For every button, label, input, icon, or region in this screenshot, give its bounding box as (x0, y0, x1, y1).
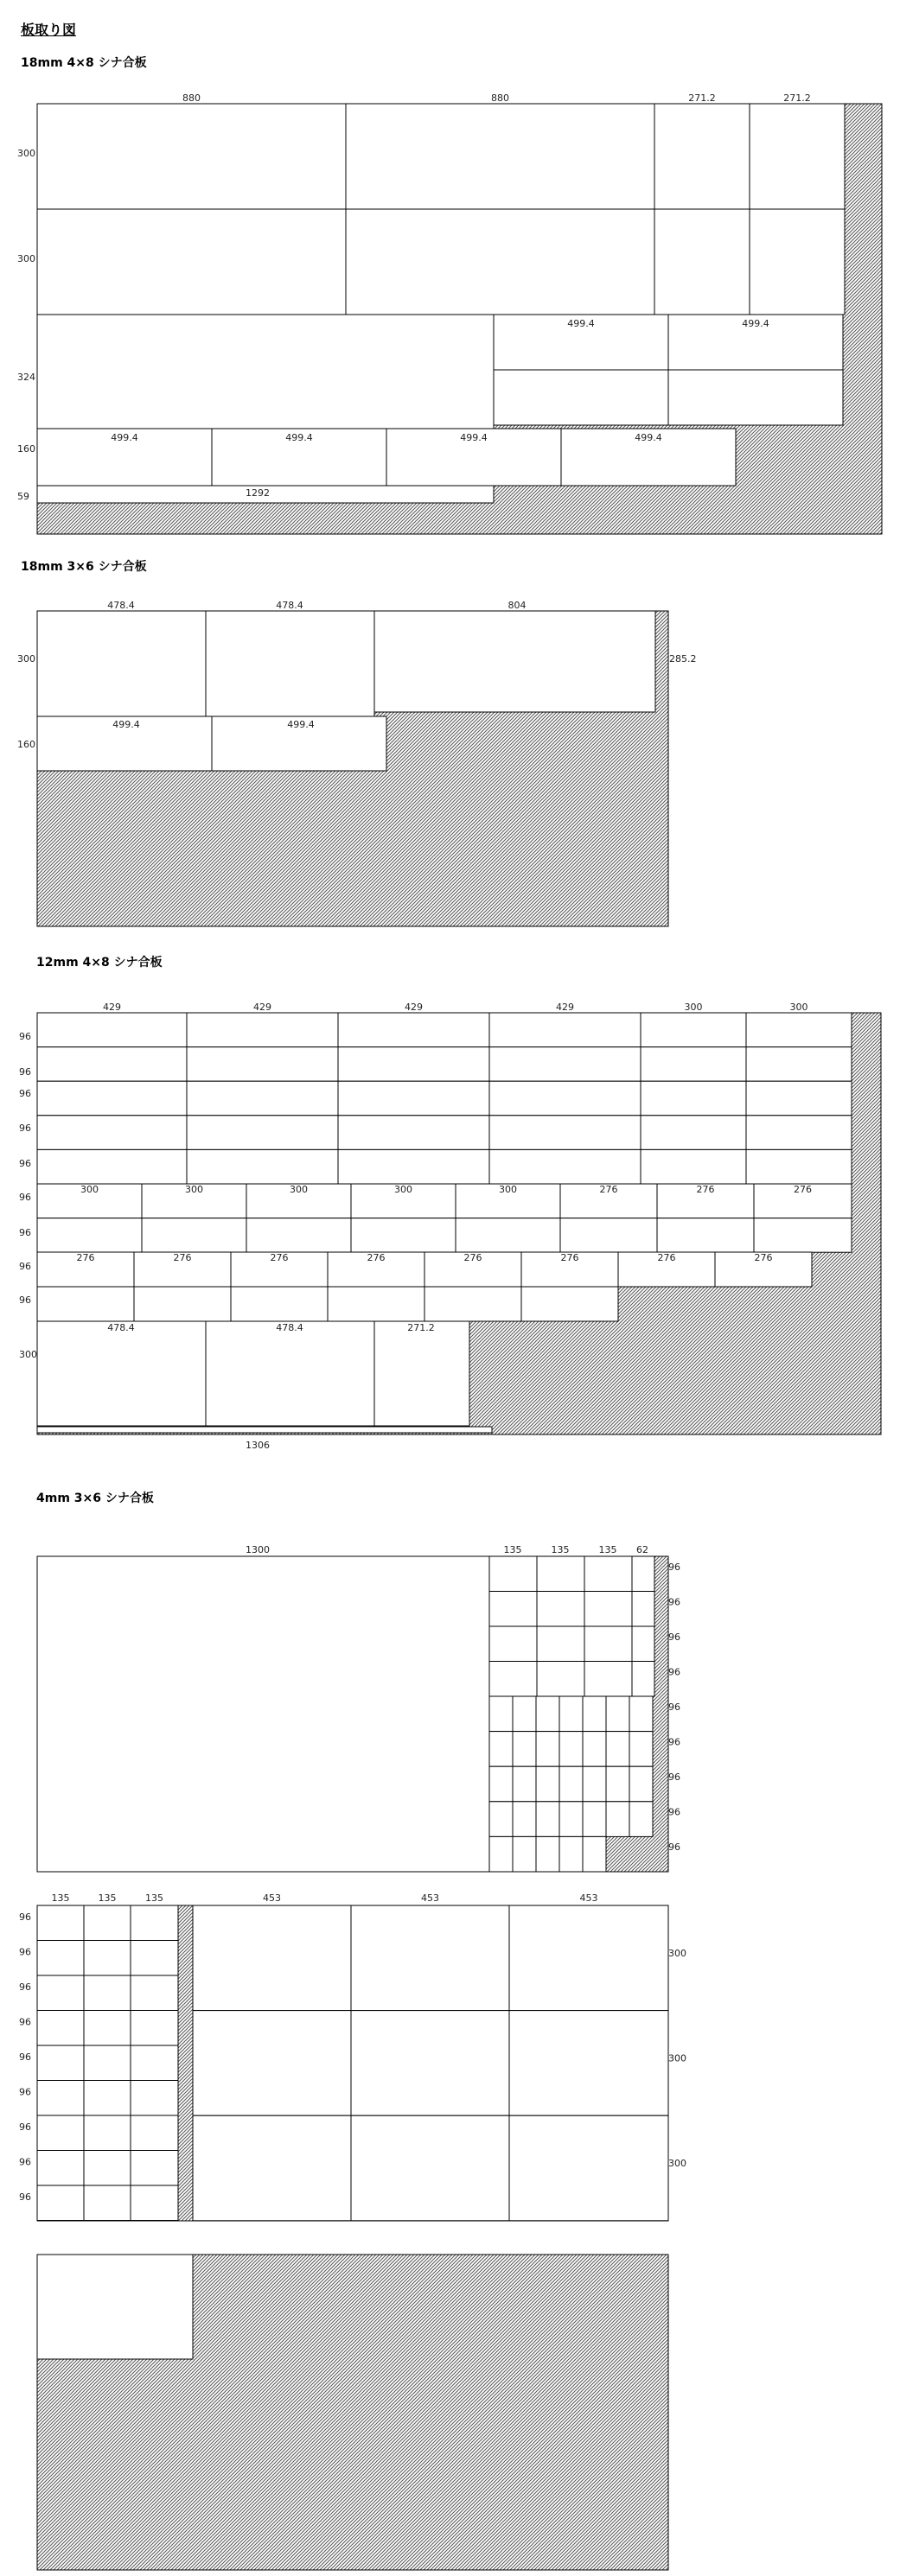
board-4a-piece (583, 1766, 606, 1802)
board-3-piece (489, 1116, 641, 1150)
board-4a-piece (536, 1766, 559, 1802)
board-2-piece-label: 499.4 (112, 719, 140, 730)
board-1-piece (37, 209, 346, 315)
board-3-piece (641, 1013, 746, 1047)
board-3-top-label: 429 (556, 1002, 574, 1013)
board-2-left-label: 300 (17, 653, 35, 665)
board-3-piece (37, 1321, 206, 1426)
board-1-piece (37, 104, 346, 209)
board-3-piece (746, 1047, 852, 1082)
board-4b-top-label: 453 (421, 1892, 439, 1904)
board-4a-piece (489, 1766, 513, 1802)
board-3-piece-label: 276 (754, 1252, 773, 1263)
board-4a-piece (583, 1696, 606, 1732)
board-4a-piece (537, 1556, 584, 1592)
board-3-left-label: 96 (19, 1088, 31, 1099)
board-4a-piece (606, 1696, 629, 1732)
board-1-piece-label: 499.4 (635, 432, 662, 443)
board-4b-piece (351, 2115, 509, 2221)
board-1-piece-label: 499.4 (567, 318, 595, 329)
board-4b-piece (351, 2011, 509, 2116)
board-3-left-label: 96 (19, 1294, 31, 1306)
board-4b-piece (193, 1905, 351, 2011)
board-4a-piece (559, 1802, 583, 1837)
board-4b-top-label: 135 (98, 1892, 117, 1904)
board-3-piece (489, 1013, 641, 1047)
board-3-piece-label: 300 (394, 1184, 412, 1195)
board-4b-piece (84, 2115, 131, 2151)
board-3-piece (231, 1287, 328, 1321)
board-1-piece-label: 1292 (246, 487, 270, 499)
board-3-piece-label: 478.4 (276, 1322, 303, 1333)
board-4a-piece (37, 1556, 489, 1872)
board-4b-left-label: 96 (19, 1911, 31, 1923)
board-4a-piece (489, 1626, 537, 1662)
board-3-piece (134, 1287, 231, 1321)
board-4b-left-label: 96 (19, 2051, 31, 2063)
board-4a-piece (489, 1836, 513, 1872)
board-3-piece (338, 1081, 489, 1116)
board-1-left-label: 300 (17, 148, 35, 159)
board-3-piece (489, 1149, 641, 1184)
board-4a-top-label: 135 (598, 1544, 617, 1555)
board-3-left-label: 96 (19, 1031, 31, 1042)
board-1-piece-label: 499.4 (742, 318, 769, 329)
board-title-1: 18mm 4×8 シナ合板 (21, 56, 147, 70)
board-4a-piece (584, 1592, 632, 1627)
board-3-piece (424, 1287, 521, 1321)
board-4b-piece (37, 2151, 84, 2186)
board-4b-piece (509, 2011, 668, 2116)
board-3-piece (338, 1013, 489, 1047)
board-4a-piece (606, 1766, 629, 1802)
board-1-piece (37, 315, 494, 429)
board-3-piece (328, 1287, 424, 1321)
board-3-piece-label: 276 (367, 1252, 386, 1263)
board-4a-right-label: 96 (668, 1596, 680, 1608)
board-4b-piece (131, 1905, 178, 1941)
board-3-piece (560, 1218, 657, 1253)
board-title-2: 18mm 3×6 シナ合板 (21, 560, 147, 574)
board-3-left-label: 96 (19, 1066, 31, 1078)
board-4b-piece (84, 2185, 131, 2221)
board-3-piece-label: 276 (599, 1184, 618, 1195)
board-4b-piece (509, 1905, 668, 2011)
board-3-piece (187, 1013, 338, 1047)
board-1-top-label: 880 (491, 92, 509, 104)
board-3-piece (351, 1218, 456, 1253)
board-4a-piece (632, 1592, 654, 1627)
board-3-piece (746, 1081, 852, 1116)
board-4b-left-label: 96 (19, 2016, 31, 2028)
board-4a-piece (536, 1696, 559, 1732)
board-4a-piece (583, 1802, 606, 1837)
board-4b-piece (37, 2011, 84, 2046)
board-4b-piece (37, 2115, 84, 2151)
board-3-piece-label: 276 (76, 1252, 95, 1263)
board-4a-piece (583, 1732, 606, 1767)
board-4b-right-label: 300 (668, 2158, 686, 2170)
board-3-top-label: 429 (405, 1002, 423, 1013)
board-4a-piece (584, 1662, 632, 1697)
board-4a-piece (536, 1732, 559, 1767)
board-3-piece (37, 1218, 142, 1253)
board-1-top-label: 271.2 (783, 92, 811, 104)
board-3-piece-label: 300 (499, 1184, 517, 1195)
board-3-piece (187, 1047, 338, 1082)
board-4b-piece (37, 2081, 84, 2116)
board-3-piece-label: 300 (290, 1184, 308, 1195)
board-1-piece (750, 209, 845, 315)
board-4b-left-label: 96 (19, 2156, 31, 2168)
board-2-piece (37, 611, 206, 716)
board-3-piece (338, 1047, 489, 1082)
board-3-piece (489, 1047, 641, 1082)
page-title: 板取り図 (21, 22, 77, 38)
board-1-piece (346, 209, 654, 315)
board-3-piece (206, 1321, 374, 1426)
board-4a-piece (629, 1766, 653, 1802)
board-3-piece (37, 1287, 134, 1321)
board-3-piece-label: 478.4 (107, 1322, 135, 1333)
board-1-piece-label: 499.4 (460, 432, 488, 443)
board-1-piece-label: 499.4 (111, 432, 138, 443)
board-3-piece-label: 276 (794, 1184, 812, 1195)
board-1-top-label: 880 (182, 92, 201, 104)
board-4b-right-label: 300 (668, 1948, 686, 1959)
board-4b-piece (37, 1941, 84, 1976)
board-4a-piece (489, 1592, 537, 1627)
board-4a-piece (536, 1836, 559, 1872)
board-3-piece (142, 1218, 246, 1253)
board-4a-piece (559, 1696, 583, 1732)
board-3-piece (338, 1149, 489, 1184)
board-4b-piece (84, 1941, 131, 1976)
board-4a-piece (583, 1836, 606, 1872)
board-3-piece (746, 1149, 852, 1184)
board-4b-piece (131, 2185, 178, 2221)
board-3-piece (374, 1321, 469, 1426)
board-4a-top-label: 135 (503, 1544, 522, 1555)
board-4a-piece (559, 1732, 583, 1767)
board-3-piece (37, 1149, 187, 1184)
board-4a-right-label: 96 (668, 1736, 680, 1748)
board-3-piece (657, 1218, 754, 1253)
board-3-piece (746, 1013, 852, 1047)
board-3-top-label: 429 (253, 1002, 271, 1013)
board-3-piece (456, 1218, 560, 1253)
board-1-piece-label: 499.4 (285, 432, 313, 443)
board-4b-piece (131, 1941, 178, 1976)
board-4a-piece (537, 1662, 584, 1697)
board-3-left-label: 96 (19, 1227, 31, 1238)
board-3-piece (641, 1116, 746, 1150)
board-4b-piece (37, 2185, 84, 2221)
board-4a-right-label: 96 (668, 1806, 680, 1818)
board-3-piece (187, 1116, 338, 1150)
board-1-piece (654, 209, 750, 315)
board-4a-piece (537, 1626, 584, 1662)
board-4b-right-label: 300 (668, 2052, 686, 2064)
board-4a-piece (489, 1732, 513, 1767)
board-4a-piece (632, 1556, 654, 1592)
board-3-piece (641, 1081, 746, 1116)
board-4b-piece (84, 2151, 131, 2186)
board-4a-piece (513, 1766, 536, 1802)
board-3-left-label: 96 (19, 1261, 31, 1272)
board-3-piece-label: 276 (270, 1252, 289, 1263)
board-4a-piece (536, 1802, 559, 1837)
board-1-piece (750, 104, 845, 209)
board-2-top-label: 804 (507, 600, 527, 611)
board-4b-piece (84, 2045, 131, 2081)
board-4a-piece (559, 1836, 583, 1872)
board-4a-right-label: 96 (668, 1562, 680, 1573)
board-4a-piece (629, 1732, 653, 1767)
board-4a-piece (513, 1732, 536, 1767)
board-3-piece (37, 1081, 187, 1116)
board-3-left-label: 96 (19, 1158, 31, 1169)
board-4b-piece (37, 2045, 84, 2081)
board-3-piece (641, 1149, 746, 1184)
board-3-top-label: 429 (103, 1002, 121, 1013)
board-4b-piece (131, 2151, 178, 2186)
board-1-piece (654, 104, 750, 209)
board-4b-piece (131, 2045, 178, 2081)
board-3-left-label: 96 (19, 1192, 31, 1203)
board-4b-piece (37, 1905, 84, 1941)
board-3-piece (521, 1287, 618, 1321)
board-4a-right-label: 96 (668, 1771, 680, 1783)
board-4a-piece (606, 1802, 629, 1837)
board-3-piece-label: 276 (560, 1252, 579, 1263)
board-2-top-label: 478.4 (107, 600, 135, 611)
board-3-piece-label: 276 (657, 1252, 676, 1263)
board-2-piece (374, 611, 655, 712)
board-4b-left-label: 96 (19, 2086, 31, 2098)
board-4a-piece (629, 1696, 653, 1732)
board-4a-piece (584, 1626, 632, 1662)
board-3-piece-label: 1306 (246, 1440, 270, 1451)
board-4a-top-label: 62 (636, 1544, 648, 1555)
board-3-piece (641, 1047, 746, 1082)
board-4a-piece (489, 1696, 513, 1732)
board-1-left-label: 324 (17, 372, 35, 383)
board-3-piece-label: 300 (185, 1184, 203, 1195)
board-4a-right-label: 96 (668, 1666, 680, 1678)
board-3-piece (37, 1047, 187, 1082)
board-3-piece-label: 300 (80, 1184, 99, 1195)
board-4a-piece (632, 1626, 654, 1662)
board-title-3: 12mm 4×8 シナ合板 (36, 956, 163, 970)
board-4a-piece (632, 1662, 654, 1697)
board-4b-piece (193, 2011, 351, 2116)
board-3-piece (187, 1149, 338, 1184)
board-1-top-label: 271.2 (688, 92, 716, 104)
board-3-piece (754, 1218, 852, 1253)
board-4a-piece (606, 1732, 629, 1767)
board-4a-piece (489, 1802, 513, 1837)
board-4a-piece (513, 1696, 536, 1732)
board-1-piece (668, 370, 843, 425)
board-4a-top-label: 135 (551, 1544, 570, 1555)
board-1-left-label: 160 (17, 443, 35, 455)
board-4a-right-label: 96 (668, 1631, 680, 1643)
board-3-piece (187, 1081, 338, 1116)
board-4a-piece (489, 1556, 537, 1592)
board-3-piece (489, 1081, 641, 1116)
board-3-piece (37, 1116, 187, 1150)
board-2-piece-label: 499.4 (287, 719, 315, 730)
board-4b-piece (84, 1975, 131, 2011)
board-3-piece-label: 271.2 (407, 1322, 435, 1333)
board-4b-piece (131, 2115, 178, 2151)
board-4a-piece (513, 1836, 536, 1872)
board-1-piece (346, 104, 654, 209)
board-4a-right-label: 96 (668, 1701, 680, 1713)
board-4a-piece (584, 1556, 632, 1592)
board-3-top-label: 300 (789, 1002, 808, 1013)
board-4b-left-label: 96 (19, 2191, 31, 2203)
board-4b-piece (509, 2115, 668, 2221)
board-3-piece (746, 1116, 852, 1150)
board-4b-left-label: 96 (19, 1946, 31, 1958)
board-3-piece (37, 1427, 492, 1433)
board-3-left-label: 96 (19, 1123, 31, 1134)
board-3-top-label: 300 (684, 1002, 703, 1013)
board-4b-piece (84, 1905, 131, 1941)
board-4b-piece (193, 2115, 351, 2221)
board-2-piece (206, 611, 374, 716)
board-4c-piece (37, 2255, 193, 2359)
board-title-4: 4mm 3×6 シナ合板 (36, 1492, 154, 1505)
board-3-piece-label: 276 (463, 1252, 482, 1263)
board-4b-top-label: 135 (145, 1892, 163, 1904)
board-4a-piece (629, 1802, 653, 1837)
board-4b-piece (37, 1975, 84, 2011)
board-4b-piece (131, 2011, 178, 2046)
board-4a-piece (489, 1662, 537, 1697)
board-3-piece-label: 276 (173, 1252, 192, 1263)
board-3-piece (338, 1116, 489, 1150)
board-3-left-label: 300 (19, 1349, 37, 1360)
board-4b-piece (351, 1905, 509, 2011)
board-3-piece (246, 1218, 351, 1253)
board-1-left-label: 59 (17, 491, 29, 502)
board-4b-piece (131, 2081, 178, 2116)
board-4a-piece (513, 1802, 536, 1837)
board-4a-piece (559, 1766, 583, 1802)
board-2-left-label: 160 (17, 739, 35, 750)
board-2-top-label: 478.4 (276, 600, 303, 611)
board-4b-piece (84, 2011, 131, 2046)
board-4a-right-label: 96 (668, 1841, 680, 1853)
board-1-left-label: 300 (17, 253, 35, 264)
board-3-piece-label: 276 (696, 1184, 715, 1195)
board-4b-left-label: 96 (19, 1981, 31, 1993)
board-4b-left-label: 96 (19, 2121, 31, 2133)
board-4b-top-label: 135 (51, 1892, 70, 1904)
board-2-right-label: 285.2 (669, 653, 697, 665)
board-3-piece (37, 1013, 187, 1047)
board-4b-top-label: 453 (579, 1892, 598, 1904)
board-4b-piece (84, 2081, 131, 2116)
board-4b-piece (131, 1975, 178, 2011)
board-4b-top-label: 453 (263, 1892, 281, 1904)
board-4a-piece (537, 1592, 584, 1627)
board-1-piece (494, 370, 668, 425)
board-4a-top-label: 1300 (246, 1544, 270, 1555)
